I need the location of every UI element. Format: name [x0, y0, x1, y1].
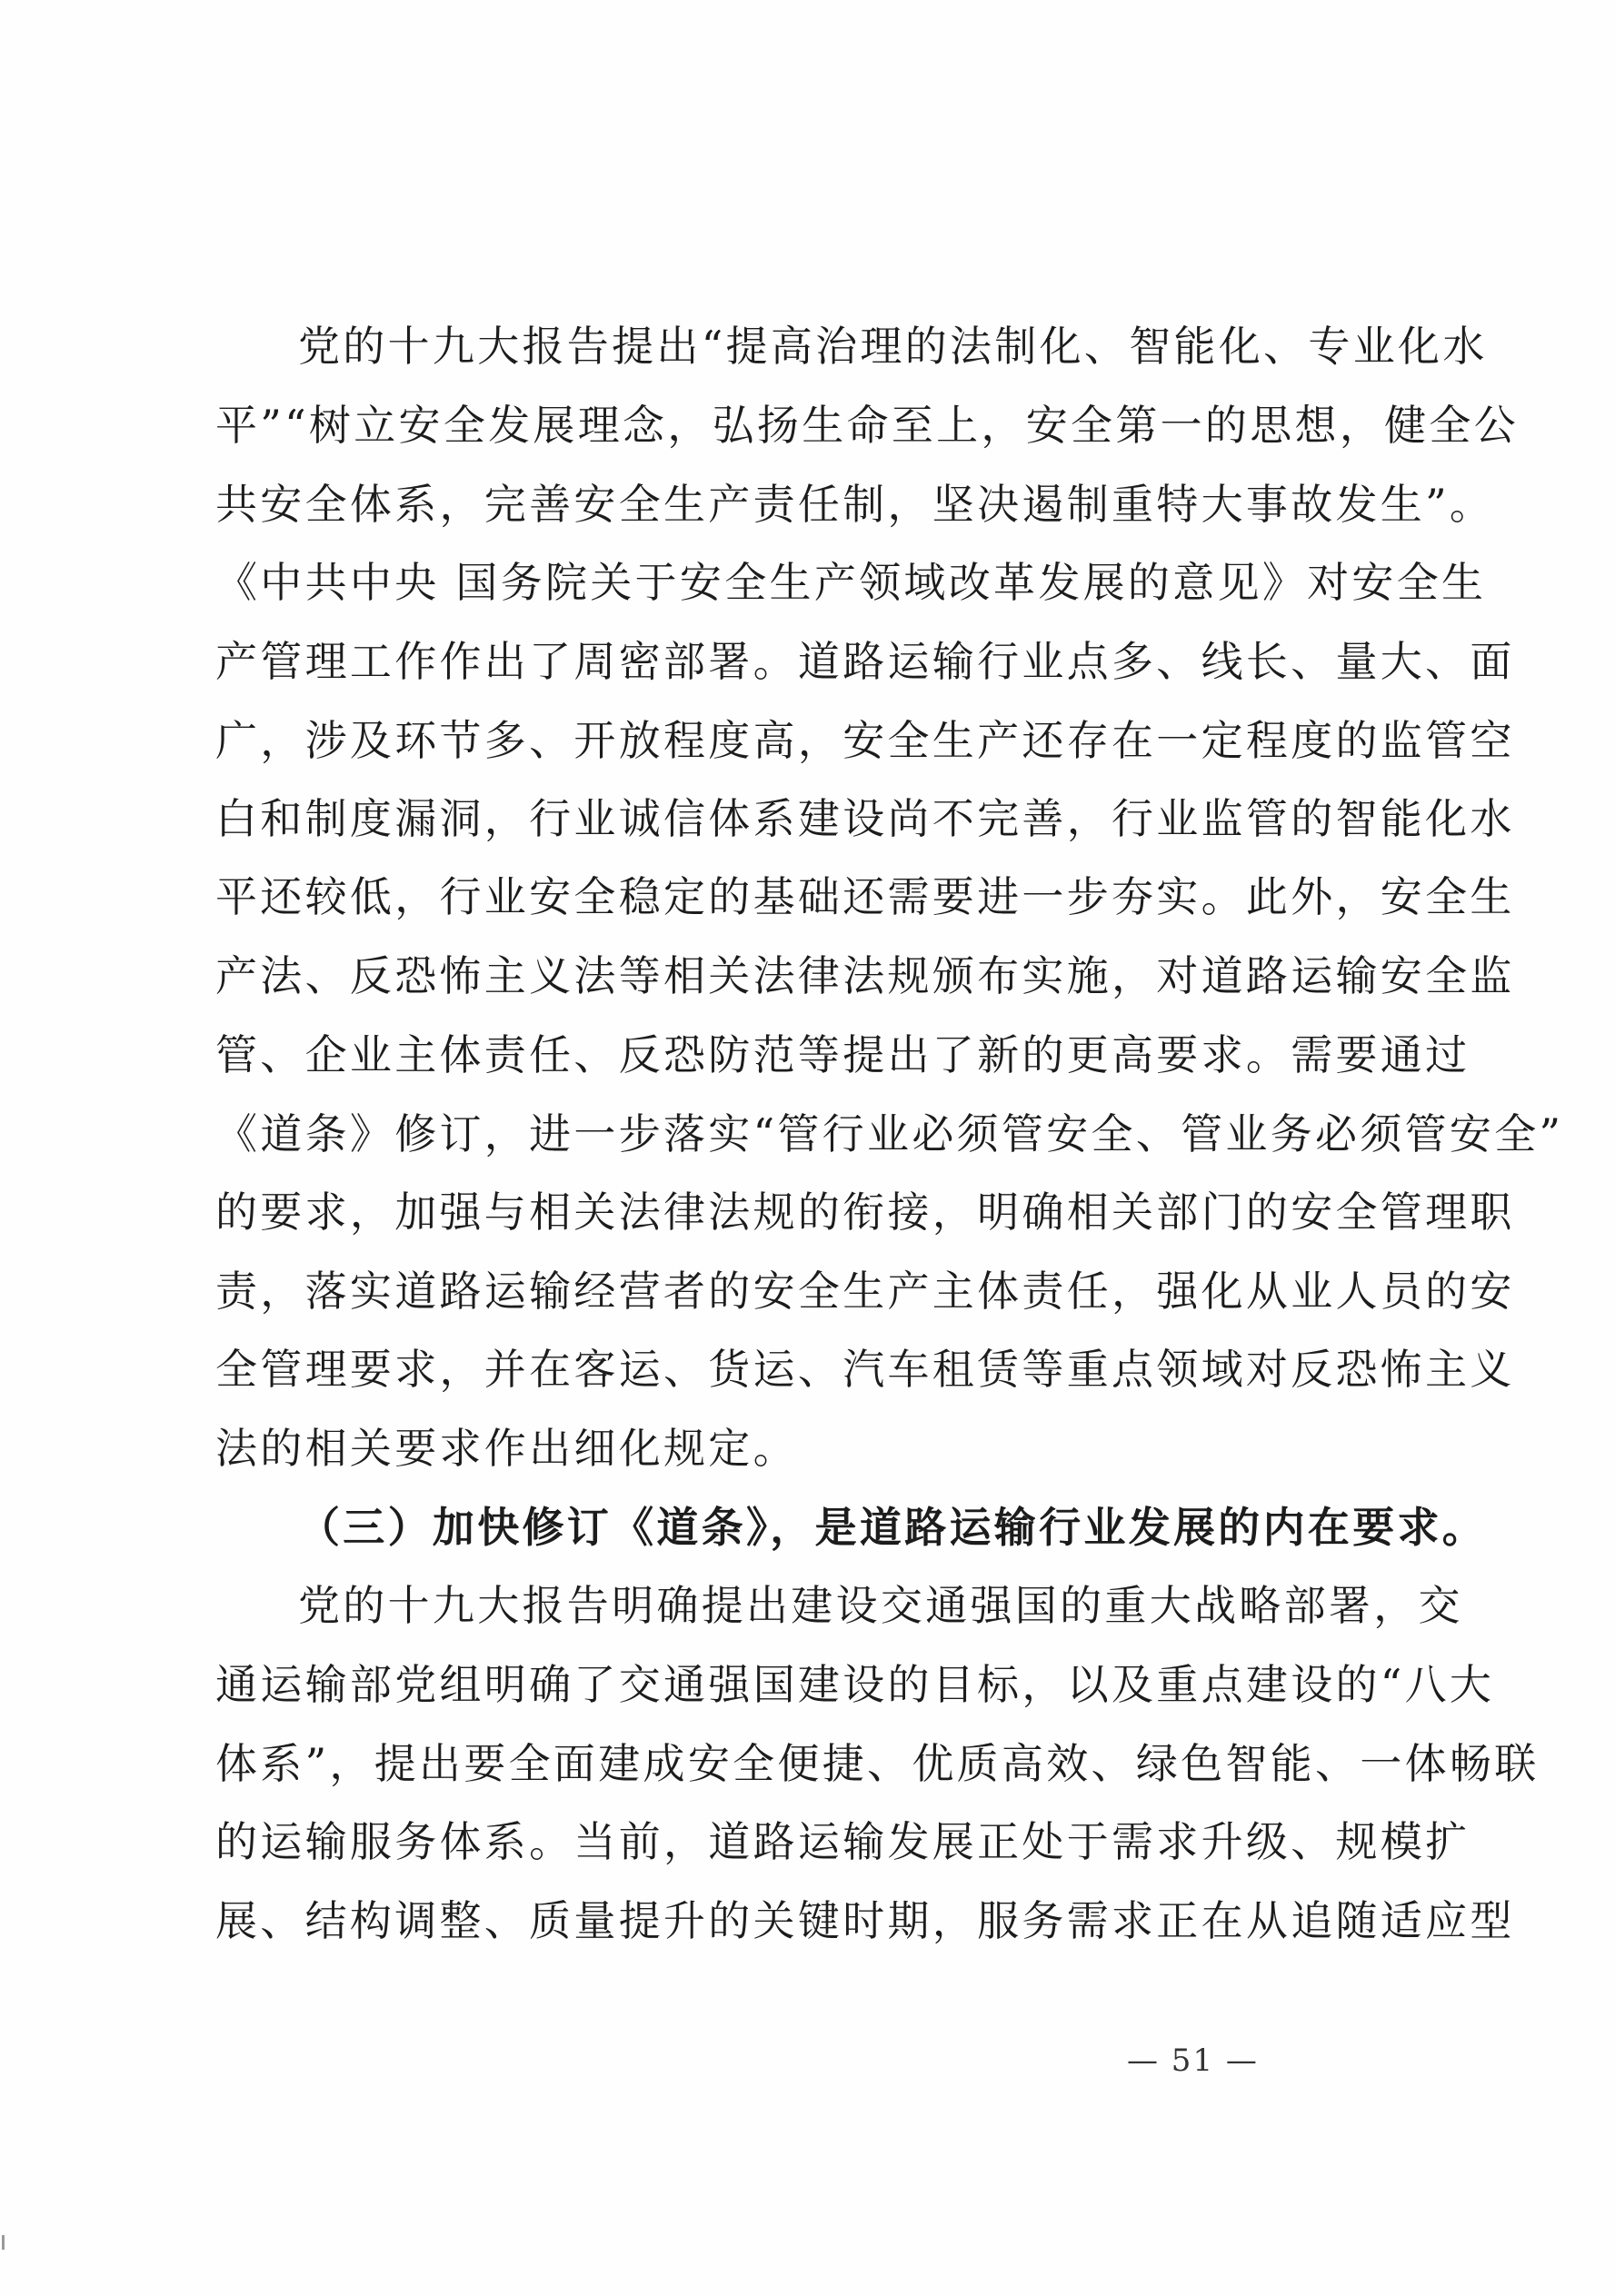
paragraph-1-line-7: 白和制度漏洞，行业诚信体系建设尚不完善，行业监管的智能化水 [215, 794, 1515, 843]
paragraph-1-line-2: 平”“树立安全发展理念，弘扬生命至上，安全第一的思想，健全公 [215, 401, 1520, 450]
paragraph-1-line-12: 的要求，加强与相关法律法规的衔接，明确相关部门的安全管理职 [215, 1188, 1515, 1237]
paragraph-2-line-5: 展、结构调整、质量提升的关键时期，服务需求正在从追随适应型 [215, 1896, 1515, 1945]
paragraph-1-line-3: 共安全体系，完善安全生产责任制，坚决遏制重特大事故发生”。 [215, 480, 1495, 529]
paragraph-2-line-3: 体系”，提出要全面建成安全便捷、优质高效、绿色智能、一体畅联 [215, 1739, 1540, 1788]
scan-margin-mark [2, 2235, 5, 2250]
paragraph-1-line-13: 责，落实道路运输经营者的安全生产主体责任，强化从业人员的安 [215, 1267, 1515, 1316]
paragraph-2-line-1: 党的十九大报告明确提出建设交通强国的重大战略部署，交 [298, 1581, 1463, 1630]
paragraph-1-line-5: 产管理工作作出了周密部署。道路运输行业点多、线长、量大、面 [215, 637, 1515, 686]
paragraph-2-line-4: 的运输服务体系。当前，道路运输发展正处于需求升级、规模扩 [215, 1817, 1470, 1866]
page-number: — 51 — [1127, 2043, 1259, 2079]
paragraph-1-line-15: 法的相关要求作出细化规定。 [215, 1424, 798, 1473]
paragraph-1-line-8: 平还较低，行业安全稳定的基础还需要进一步夯实。此外，安全生 [215, 872, 1515, 921]
paragraph-1-line-10: 管、企业主体责任、反恐防范等提出了新的更高要求。需要通过 [215, 1030, 1470, 1079]
section-heading-3: （三）加快修订《道条》，是道路运输行业发展的内在要求。 [298, 1503, 1488, 1552]
paragraph-1-line-4: 《中共中央 国务院关于安全生产领域改革发展的意见》对安全生 [215, 558, 1487, 607]
paragraph-2-line-2: 通运输部党组明确了交通强国建设的目标，以及重点建设的“八大 [215, 1660, 1495, 1709]
paragraph-1-line-1: 党的十九大报告提出“提高治理的法制化、智能化、专业化水 [298, 322, 1488, 371]
paragraph-1-line-14: 全管理要求，并在客运、货运、汽车租赁等重点领域对反恐怖主义 [215, 1345, 1515, 1394]
paragraph-1-line-6: 广，涉及环节多、开放程度高，安全生产还存在一定程度的监管空 [215, 716, 1515, 765]
paragraph-1-line-11: 《道条》修订，进一步落实“管行业必须管安全、管业务必须管安全” [215, 1109, 1564, 1158]
paragraph-1-line-9: 产法、反恐怖主义法等相关法律法规颁布实施，对道路运输安全监 [215, 951, 1515, 1000]
